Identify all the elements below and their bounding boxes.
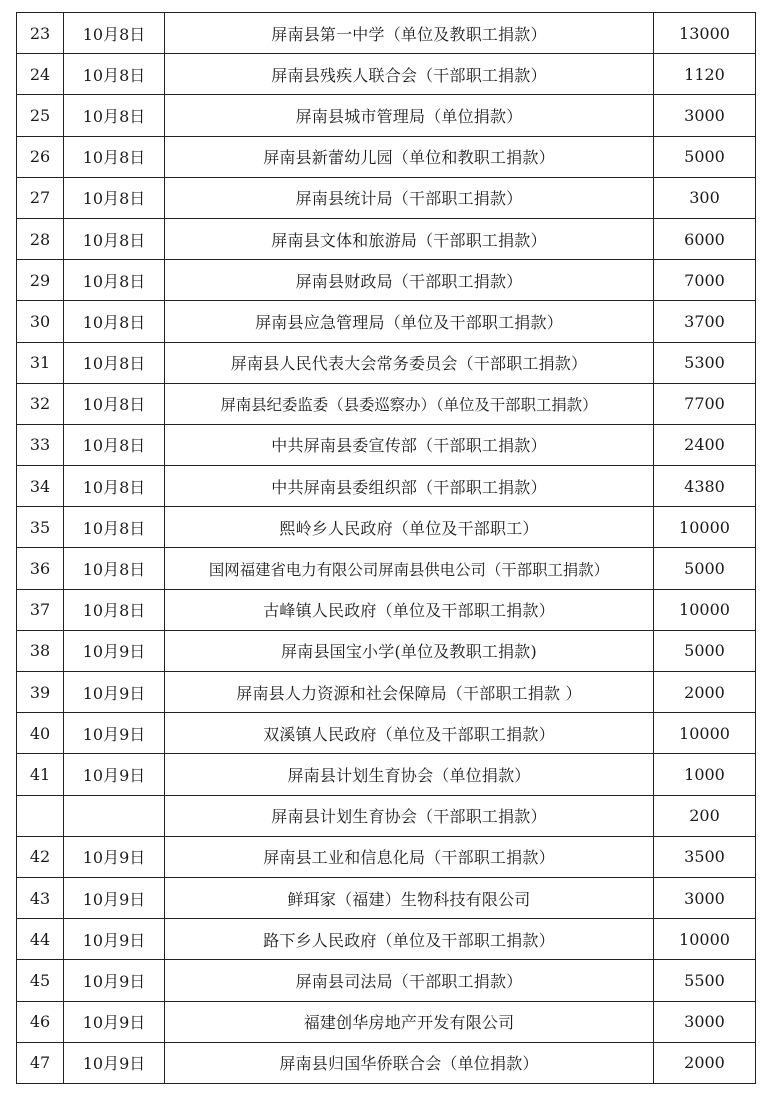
row-amount: 3500 — [654, 836, 756, 877]
row-donor-unit: 鲜珥家（福建）生物科技有限公司 — [165, 877, 654, 918]
row-amount: 4380 — [654, 466, 756, 507]
row-donor-unit: 古峰镇人民政府（单位及干部职工捐款） — [165, 589, 654, 630]
table-row — [17, 1001, 756, 1042]
row-donor-unit: 福建创华房地产开发有限公司 — [165, 1001, 654, 1042]
row-amount: 5500 — [654, 960, 756, 1001]
row-index: 37 — [17, 589, 64, 630]
row-date: 10月9日 — [64, 672, 165, 713]
table-row — [17, 424, 756, 465]
row-index: 43 — [17, 877, 64, 918]
donation-document — [16, 12, 755, 1084]
row-amount: 10000 — [654, 507, 756, 548]
row-index: 40 — [17, 713, 64, 754]
row-donor-unit: 屏南县城市管理局（单位捐款） — [165, 95, 654, 136]
row-index: 39 — [17, 672, 64, 713]
row-date: 10月9日 — [64, 960, 165, 1001]
table-row — [17, 877, 756, 918]
table-row — [17, 342, 756, 383]
row-amount: 5000 — [654, 136, 756, 177]
row-date: 10月8日 — [64, 177, 165, 218]
row-donor-unit: 双溪镇人民政府（单位及干部职工捐款） — [165, 713, 654, 754]
table-row — [17, 301, 756, 342]
row-amount: 5300 — [654, 342, 756, 383]
table-row — [17, 136, 756, 177]
table-row — [17, 218, 756, 259]
row-donor-unit: 屏南县工业和信息化局（干部职工捐款） — [165, 836, 654, 877]
table-row — [17, 13, 756, 54]
row-amount: 2000 — [654, 672, 756, 713]
row-date: 10月8日 — [64, 424, 165, 465]
row-date: 10月9日 — [64, 836, 165, 877]
row-date: 10月8日 — [64, 507, 165, 548]
table-row — [17, 754, 756, 795]
row-index: 41 — [17, 754, 64, 795]
row-donor-unit: 屏南县国宝小学(单位及教职工捐款) — [165, 630, 654, 671]
row-donor-unit: 屏南县第一中学（单位及教职工捐款） — [165, 13, 654, 54]
row-index — [17, 795, 64, 836]
table-row — [17, 507, 756, 548]
row-index: 25 — [17, 95, 64, 136]
row-donor-unit: 屏南县文体和旅游局（干部职工捐款） — [165, 218, 654, 259]
row-donor-unit: 屏南县财政局（干部职工捐款） — [165, 260, 654, 301]
row-donor-unit: 屏南县纪委监委（县委巡察办）（单位及干部职工捐款） — [165, 383, 654, 424]
row-index: 26 — [17, 136, 64, 177]
row-index: 38 — [17, 630, 64, 671]
table-row — [17, 960, 756, 1001]
row-date: 10月8日 — [64, 95, 165, 136]
row-index: 47 — [17, 1042, 64, 1083]
table-row — [17, 589, 756, 630]
table-row — [17, 54, 756, 95]
row-date: 10月9日 — [64, 1042, 165, 1083]
row-index: 31 — [17, 342, 64, 383]
row-index: 36 — [17, 548, 64, 589]
table-row — [17, 795, 756, 836]
row-index: 28 — [17, 218, 64, 259]
row-amount: 300 — [654, 177, 756, 218]
row-index: 33 — [17, 424, 64, 465]
row-donor-unit: 屏南县计划生育协会（干部职工捐款） — [165, 795, 654, 836]
row-amount: 2000 — [654, 1042, 756, 1083]
row-index: 34 — [17, 466, 64, 507]
row-index: 23 — [17, 13, 64, 54]
row-date: 10月8日 — [64, 548, 165, 589]
table-row — [17, 630, 756, 671]
row-amount: 7700 — [654, 383, 756, 424]
row-amount: 200 — [654, 795, 756, 836]
table-row — [17, 548, 756, 589]
row-index: 42 — [17, 836, 64, 877]
row-date: 10月8日 — [64, 54, 165, 95]
row-donor-unit: 屏南县计划生育协会（单位捐款） — [165, 754, 654, 795]
row-index: 46 — [17, 1001, 64, 1042]
row-date: 10月9日 — [64, 877, 165, 918]
row-date: 10月9日 — [64, 713, 165, 754]
row-index: 45 — [17, 960, 64, 1001]
table-row — [17, 95, 756, 136]
table-row — [17, 466, 756, 507]
row-donor-unit: 屏南县统计局（干部职工捐款） — [165, 177, 654, 218]
row-amount: 3000 — [654, 1001, 756, 1042]
row-date: 10月8日 — [64, 589, 165, 630]
row-donor-unit: 路下乡人民政府（单位及干部职工捐款） — [165, 919, 654, 960]
row-index: 24 — [17, 54, 64, 95]
table-row — [17, 260, 756, 301]
row-date: 10月8日 — [64, 383, 165, 424]
table-row — [17, 177, 756, 218]
row-index: 30 — [17, 301, 64, 342]
row-date: 10月8日 — [64, 136, 165, 177]
row-amount: 6000 — [654, 218, 756, 259]
row-amount: 2400 — [654, 424, 756, 465]
row-date: 10月9日 — [64, 630, 165, 671]
row-amount: 5000 — [654, 630, 756, 671]
table-row — [17, 1042, 756, 1083]
row-index: 27 — [17, 177, 64, 218]
row-date — [64, 795, 165, 836]
row-donor-unit: 中共屏南县委组织部（干部职工捐款） — [165, 466, 654, 507]
row-date: 10月8日 — [64, 260, 165, 301]
row-amount: 3000 — [654, 877, 756, 918]
row-amount: 3000 — [654, 95, 756, 136]
row-amount: 13000 — [654, 13, 756, 54]
row-donor-unit: 屏南县人民代表大会常务委员会（干部职工捐款） — [165, 342, 654, 383]
donation-table-body — [17, 13, 756, 1084]
row-date: 10月9日 — [64, 1001, 165, 1042]
row-donor-unit: 屏南县应急管理局（单位及干部职工捐款） — [165, 301, 654, 342]
table-row — [17, 713, 756, 754]
row-date: 10月9日 — [64, 754, 165, 795]
row-amount: 10000 — [654, 919, 756, 960]
row-date: 10月9日 — [64, 919, 165, 960]
row-index: 35 — [17, 507, 64, 548]
row-index: 29 — [17, 260, 64, 301]
row-index: 44 — [17, 919, 64, 960]
row-amount: 10000 — [654, 589, 756, 630]
row-date: 10月8日 — [64, 218, 165, 259]
row-amount: 7000 — [654, 260, 756, 301]
row-amount: 3700 — [654, 301, 756, 342]
table-row — [17, 836, 756, 877]
row-amount: 1120 — [654, 54, 756, 95]
table-row — [17, 672, 756, 713]
table-row — [17, 919, 756, 960]
row-donor-unit: 国网福建省电力有限公司屏南县供电公司（干部职工捐款） — [165, 548, 654, 589]
row-index: 32 — [17, 383, 64, 424]
row-date: 10月8日 — [64, 342, 165, 383]
row-donor-unit: 屏南县归国华侨联合会（单位捐款） — [165, 1042, 654, 1083]
row-amount: 10000 — [654, 713, 756, 754]
row-amount: 1000 — [654, 754, 756, 795]
row-date: 10月8日 — [64, 13, 165, 54]
row-donor-unit: 屏南县人力资源和社会保障局（干部职工捐款 ） — [165, 672, 654, 713]
row-donor-unit: 屏南县新蕾幼儿园（单位和教职工捐款） — [165, 136, 654, 177]
row-date: 10月8日 — [64, 301, 165, 342]
row-donor-unit: 屏南县残疾人联合会（干部职工捐款） — [165, 54, 654, 95]
row-amount: 5000 — [654, 548, 756, 589]
row-donor-unit: 屏南县司法局（干部职工捐款） — [165, 960, 654, 1001]
row-donor-unit: 熙岭乡人民政府（单位及干部职工） — [165, 507, 654, 548]
row-donor-unit: 中共屏南县委宣传部（干部职工捐款） — [165, 424, 654, 465]
donation-table — [16, 12, 756, 1084]
row-date: 10月8日 — [64, 466, 165, 507]
table-row — [17, 383, 756, 424]
